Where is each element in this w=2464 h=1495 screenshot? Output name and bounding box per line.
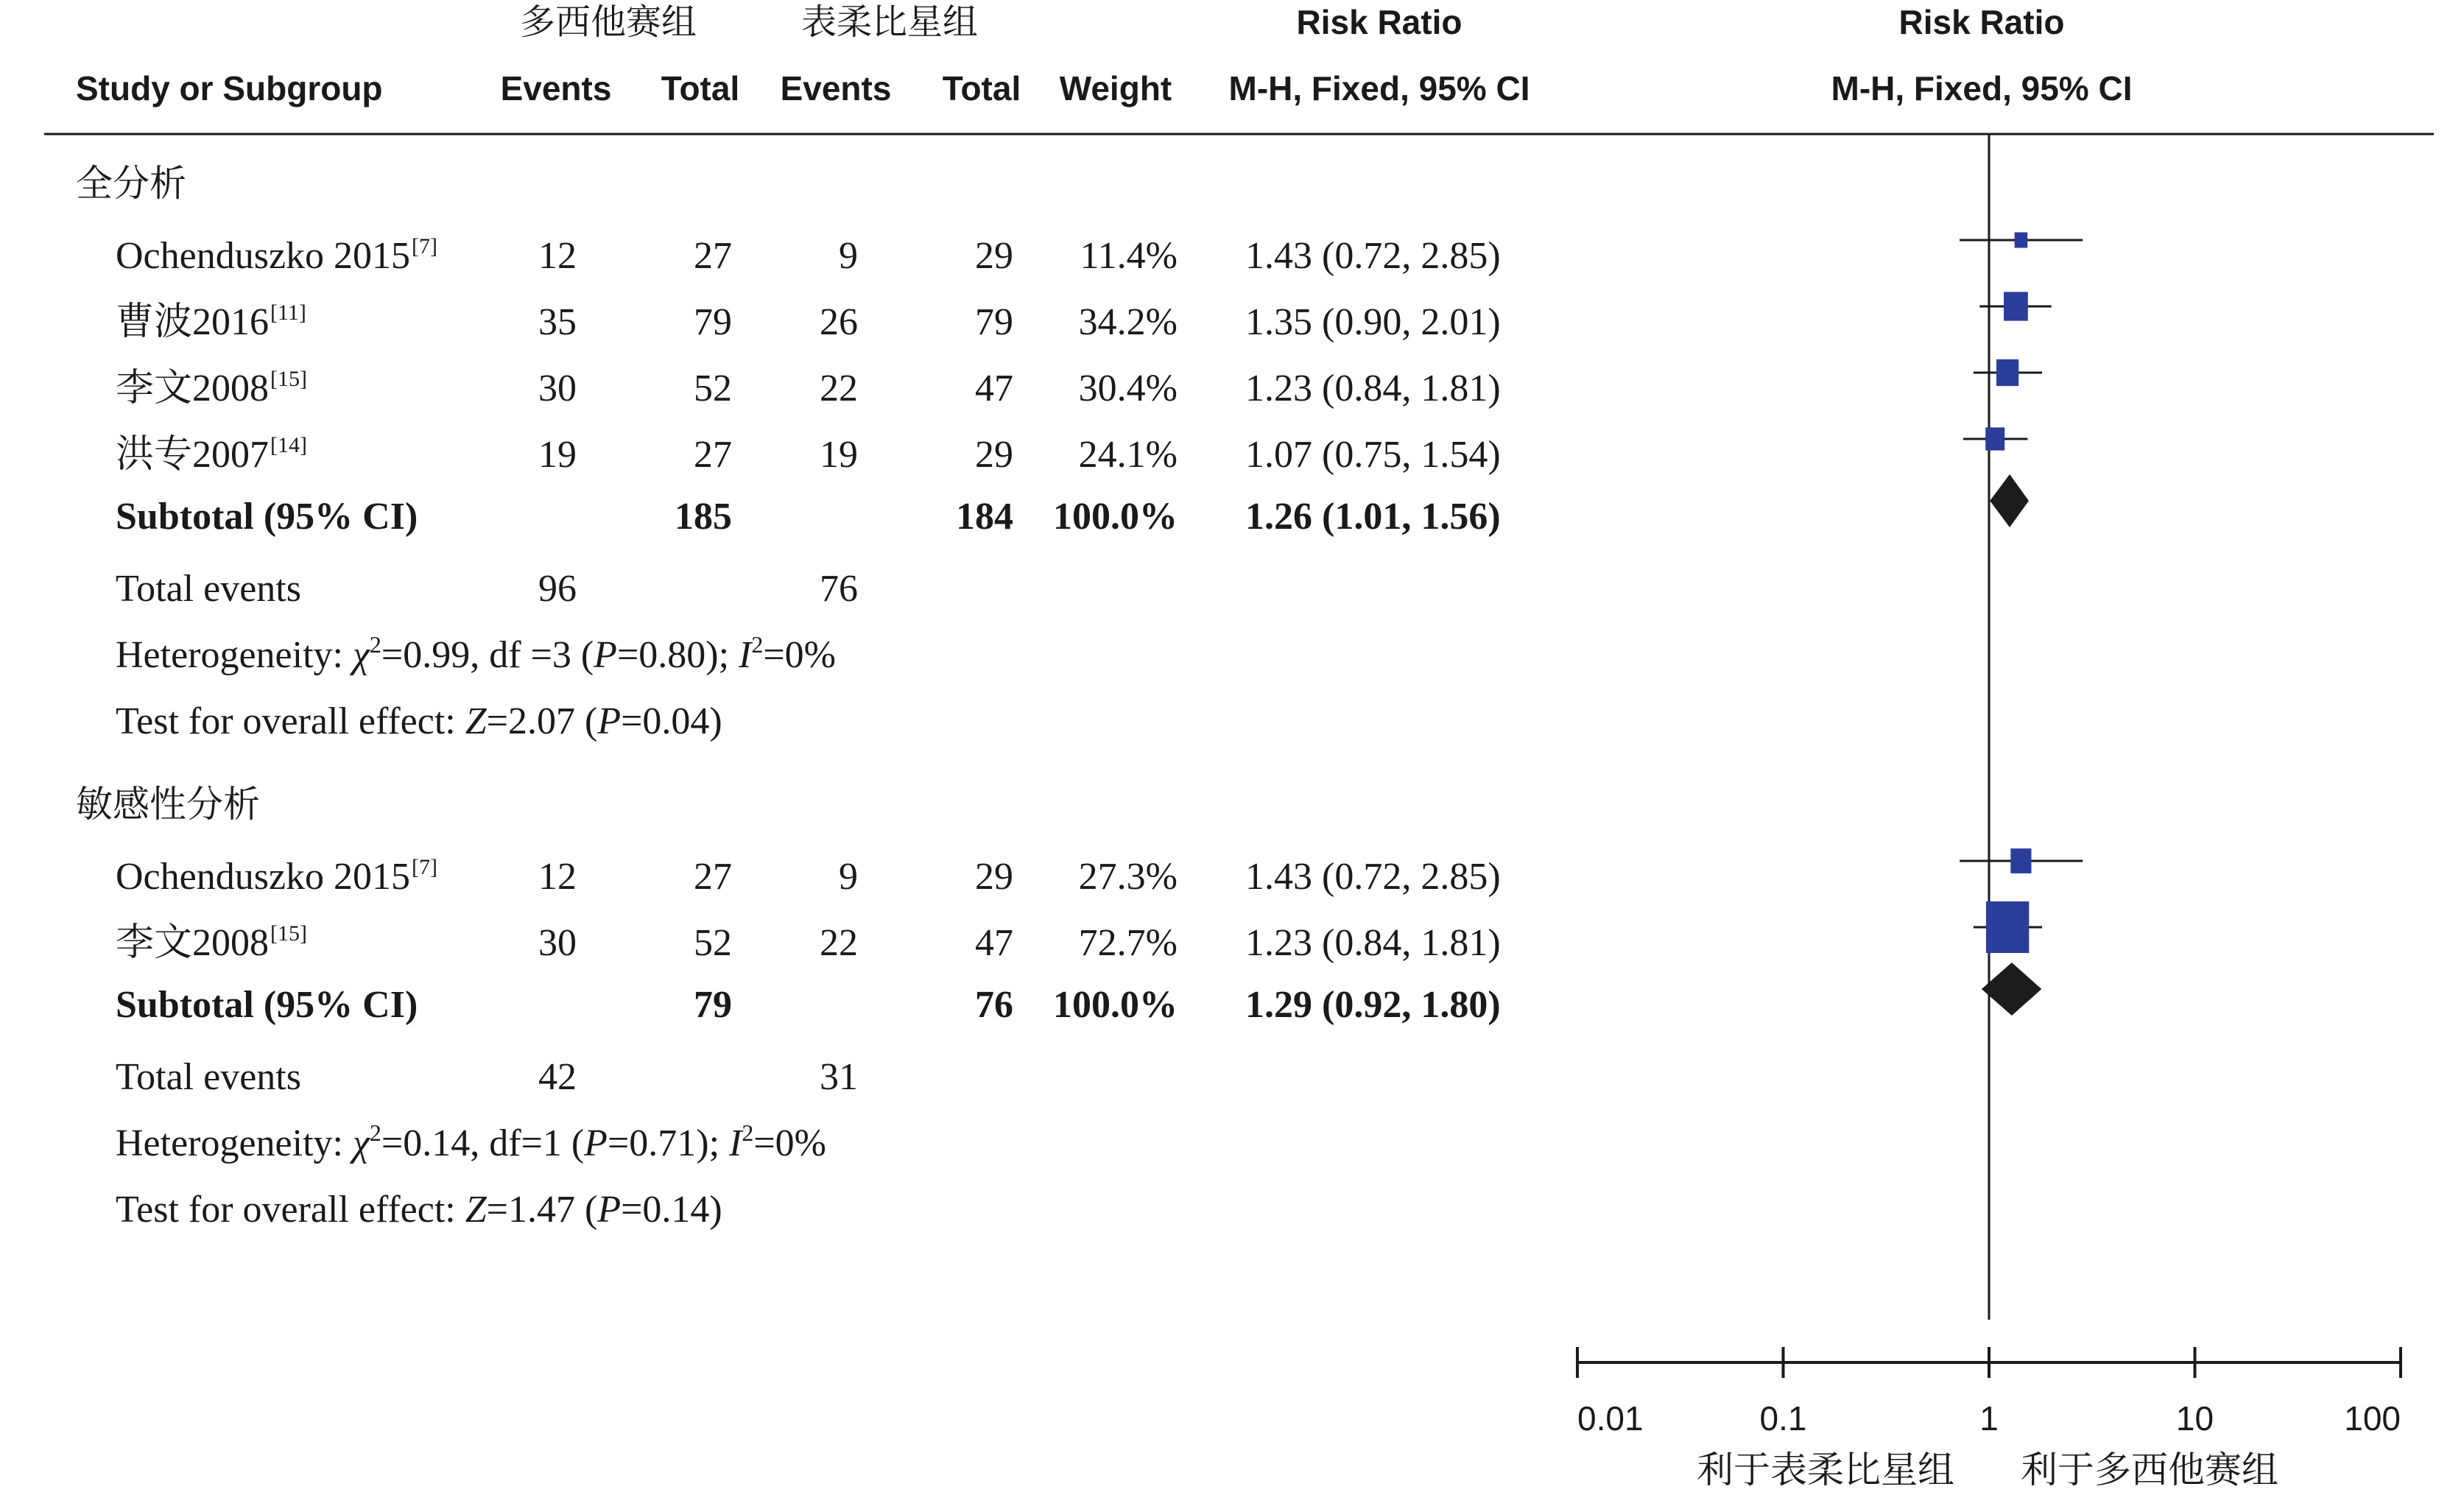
weight-column-header: Weight [1059,69,1172,108]
heterogeneity-line-part: I [729,1122,742,1164]
subgroup-title: 敏感性分析 [76,783,260,826]
study-effect-ci: 1.07 (0.75, 1.54) [1245,434,1501,476]
total-events-group1: 96 [538,568,577,610]
study-effect-ci: 1.23 (0.84, 1.81) [1245,922,1501,964]
total-events-group1: 42 [538,1056,577,1098]
overall-effect-line-part: =0.14) [621,1189,722,1231]
study-effect-ci: 1.23 (0.84, 1.81) [1245,367,1501,409]
x-axis-label-right: 利于多西他赛组 [2021,1449,2278,1491]
plot-subtitle: M-H, Fixed, 95% CI [1831,69,2133,108]
events-group2: 26 [820,301,858,343]
events-group2: 19 [820,434,858,476]
study-reference: [7] [412,855,438,879]
x-tick-label: 100 [2344,1399,2401,1438]
overall-effect-line-part: Test for overall effect: [116,1189,465,1231]
heterogeneity-line-part: χ [352,1122,370,1164]
study-weight: 30.4% [1078,367,1178,409]
heterogeneity-line-part: 2 [369,1119,381,1146]
total-group2: 29 [975,434,1013,476]
plot-title: Risk Ratio [1898,3,2065,41]
subtotal-effect-ci: 1.29 (0.92, 1.80) [1245,984,1501,1026]
heterogeneity-line-part: Heterogeneity: [116,1122,353,1164]
events-group1: 19 [538,434,577,476]
heterogeneity-line-part: =0.14, df=1 ( [381,1122,585,1164]
study-column-header: Study or Subgroup [76,69,383,108]
events-group2: 22 [820,922,858,964]
heterogeneity-line-part: 2 [751,631,764,658]
study-reference: [14] [270,433,307,457]
heterogeneity-line-part: χ [352,634,370,676]
study-weight: 34.2% [1078,301,1178,343]
study-effect-ci: 1.43 (0.72, 2.85) [1245,856,1501,898]
heterogeneity-line [116,633,836,678]
x-axis-label-left: 利于表柔比星组 [1697,1449,1954,1491]
total-group2: 29 [975,235,1013,277]
subtotal-total-group1: 185 [675,496,732,538]
study-reference: [15] [270,921,307,946]
heterogeneity-line-part: 2 [742,1119,754,1146]
x-tick-label: 1 [1979,1399,1999,1438]
x-tick-label: 10 [2175,1399,2214,1438]
heterogeneity-line-part: =0.80); [616,634,739,676]
study-name [116,300,306,345]
study-label: 李文2008 [116,922,270,964]
total-events-group2: 31 [820,1056,858,1098]
events-group1: 35 [538,301,577,343]
subtotal-total-group2: 184 [956,496,1013,538]
overall-effect-line [116,700,722,744]
overall-effect-line-part: =0.04) [621,700,722,742]
events-group2: 22 [820,367,858,409]
total1-column-header: Total [661,69,740,108]
heterogeneity-line-part: Heterogeneity: [116,634,353,676]
overall-effect-line-part: =2.07 ( [486,700,598,742]
study-reference: [7] [412,234,438,258]
total-group1: 52 [694,922,732,964]
overall-effect-line [116,1188,722,1232]
study-name [116,433,307,477]
overall-effect-line-part: Z [465,1189,487,1231]
total-events-label: Total events [116,1056,301,1098]
total-group1: 27 [694,235,732,277]
subtotal-total-group2: 76 [975,984,1013,1026]
events-group2: 9 [839,235,858,277]
study-name [116,921,307,965]
study-weight: 27.3% [1078,856,1178,898]
subtotal-weight: 100.0% [1053,984,1178,1026]
heterogeneity-line-part: I [739,634,752,676]
events2-column-header: Events [780,69,892,108]
events1-column-header: Events [500,69,612,108]
overall-effect-line-part: Z [465,700,487,742]
total-group2: 47 [975,922,1013,964]
total-events-group2: 76 [820,568,858,610]
total-group1: 27 [694,856,732,898]
study-weight: 24.1% [1078,434,1178,476]
heterogeneity-line-part: =0% [763,634,837,676]
heterogeneity-line-part: 2 [369,631,381,658]
total2-column-header: Total [942,69,1021,108]
group2-header: 表柔比星组 [800,1,978,43]
study-effect-ci: 1.43 (0.72, 2.85) [1245,235,1501,277]
total-group1: 79 [694,301,732,343]
total-group1: 27 [694,434,732,476]
study-label: 曹波2016 [116,301,270,343]
subtotal-effect-ci: 1.26 (1.01, 1.56) [1245,496,1501,538]
study-label: Ochenduszko 2015 [116,235,411,277]
overall-effect-line-part: Test for overall effect: [116,700,465,742]
heterogeneity-line [116,1119,827,1166]
study-label: 洪专2007 [116,434,270,476]
total-group2: 79 [975,301,1013,343]
subgroup-title: 全分析 [76,162,186,205]
overall-effect-line-part: P [597,700,622,742]
events-group2: 9 [839,856,858,898]
study-effect-ci: 1.35 (0.90, 2.01) [1245,301,1501,343]
heterogeneity-line-part: =0.71); [607,1122,730,1164]
study-weight: 11.4% [1080,235,1178,277]
heterogeneity-line-part: P [594,634,617,676]
total-group2: 47 [975,367,1013,409]
subtotal-weight: 100.0% [1053,496,1178,538]
x-tick-label: 0.01 [1577,1399,1644,1438]
effect-column-header: Risk Ratio [1296,3,1462,41]
study-reference: [15] [270,367,307,391]
effect-method-header: M-H, Fixed, 95% CI [1228,69,1530,108]
x-tick-label: 0.1 [1759,1399,1807,1438]
subtotal-total-group1: 79 [694,984,732,1026]
study-name [116,367,307,411]
study-label: Ochenduszko 2015 [116,856,411,898]
study-reference: [11] [270,300,306,325]
total-group1: 52 [694,367,732,409]
group1-header: 多西他赛组 [519,1,697,43]
study-label: 李文2008 [116,367,270,409]
overall-effect-line-part: P [597,1189,622,1231]
events-group1: 30 [538,367,577,409]
overall-effect-line-part: =1.47 ( [486,1189,598,1231]
total-events-label: Total events [116,568,301,610]
heterogeneity-line-part: =0% [753,1122,827,1164]
study-weight: 72.7% [1078,922,1178,964]
total-group2: 29 [975,856,1013,898]
events-group1: 12 [538,856,577,898]
events-group1: 12 [538,235,577,277]
subtotal-label: Subtotal (95% CI) [116,496,418,538]
heterogeneity-line-part: =0.99, df =3 ( [381,634,594,676]
subtotal-label: Subtotal (95% CI) [116,984,418,1026]
events-group1: 30 [538,922,577,964]
heterogeneity-line-part: P [584,1122,608,1164]
